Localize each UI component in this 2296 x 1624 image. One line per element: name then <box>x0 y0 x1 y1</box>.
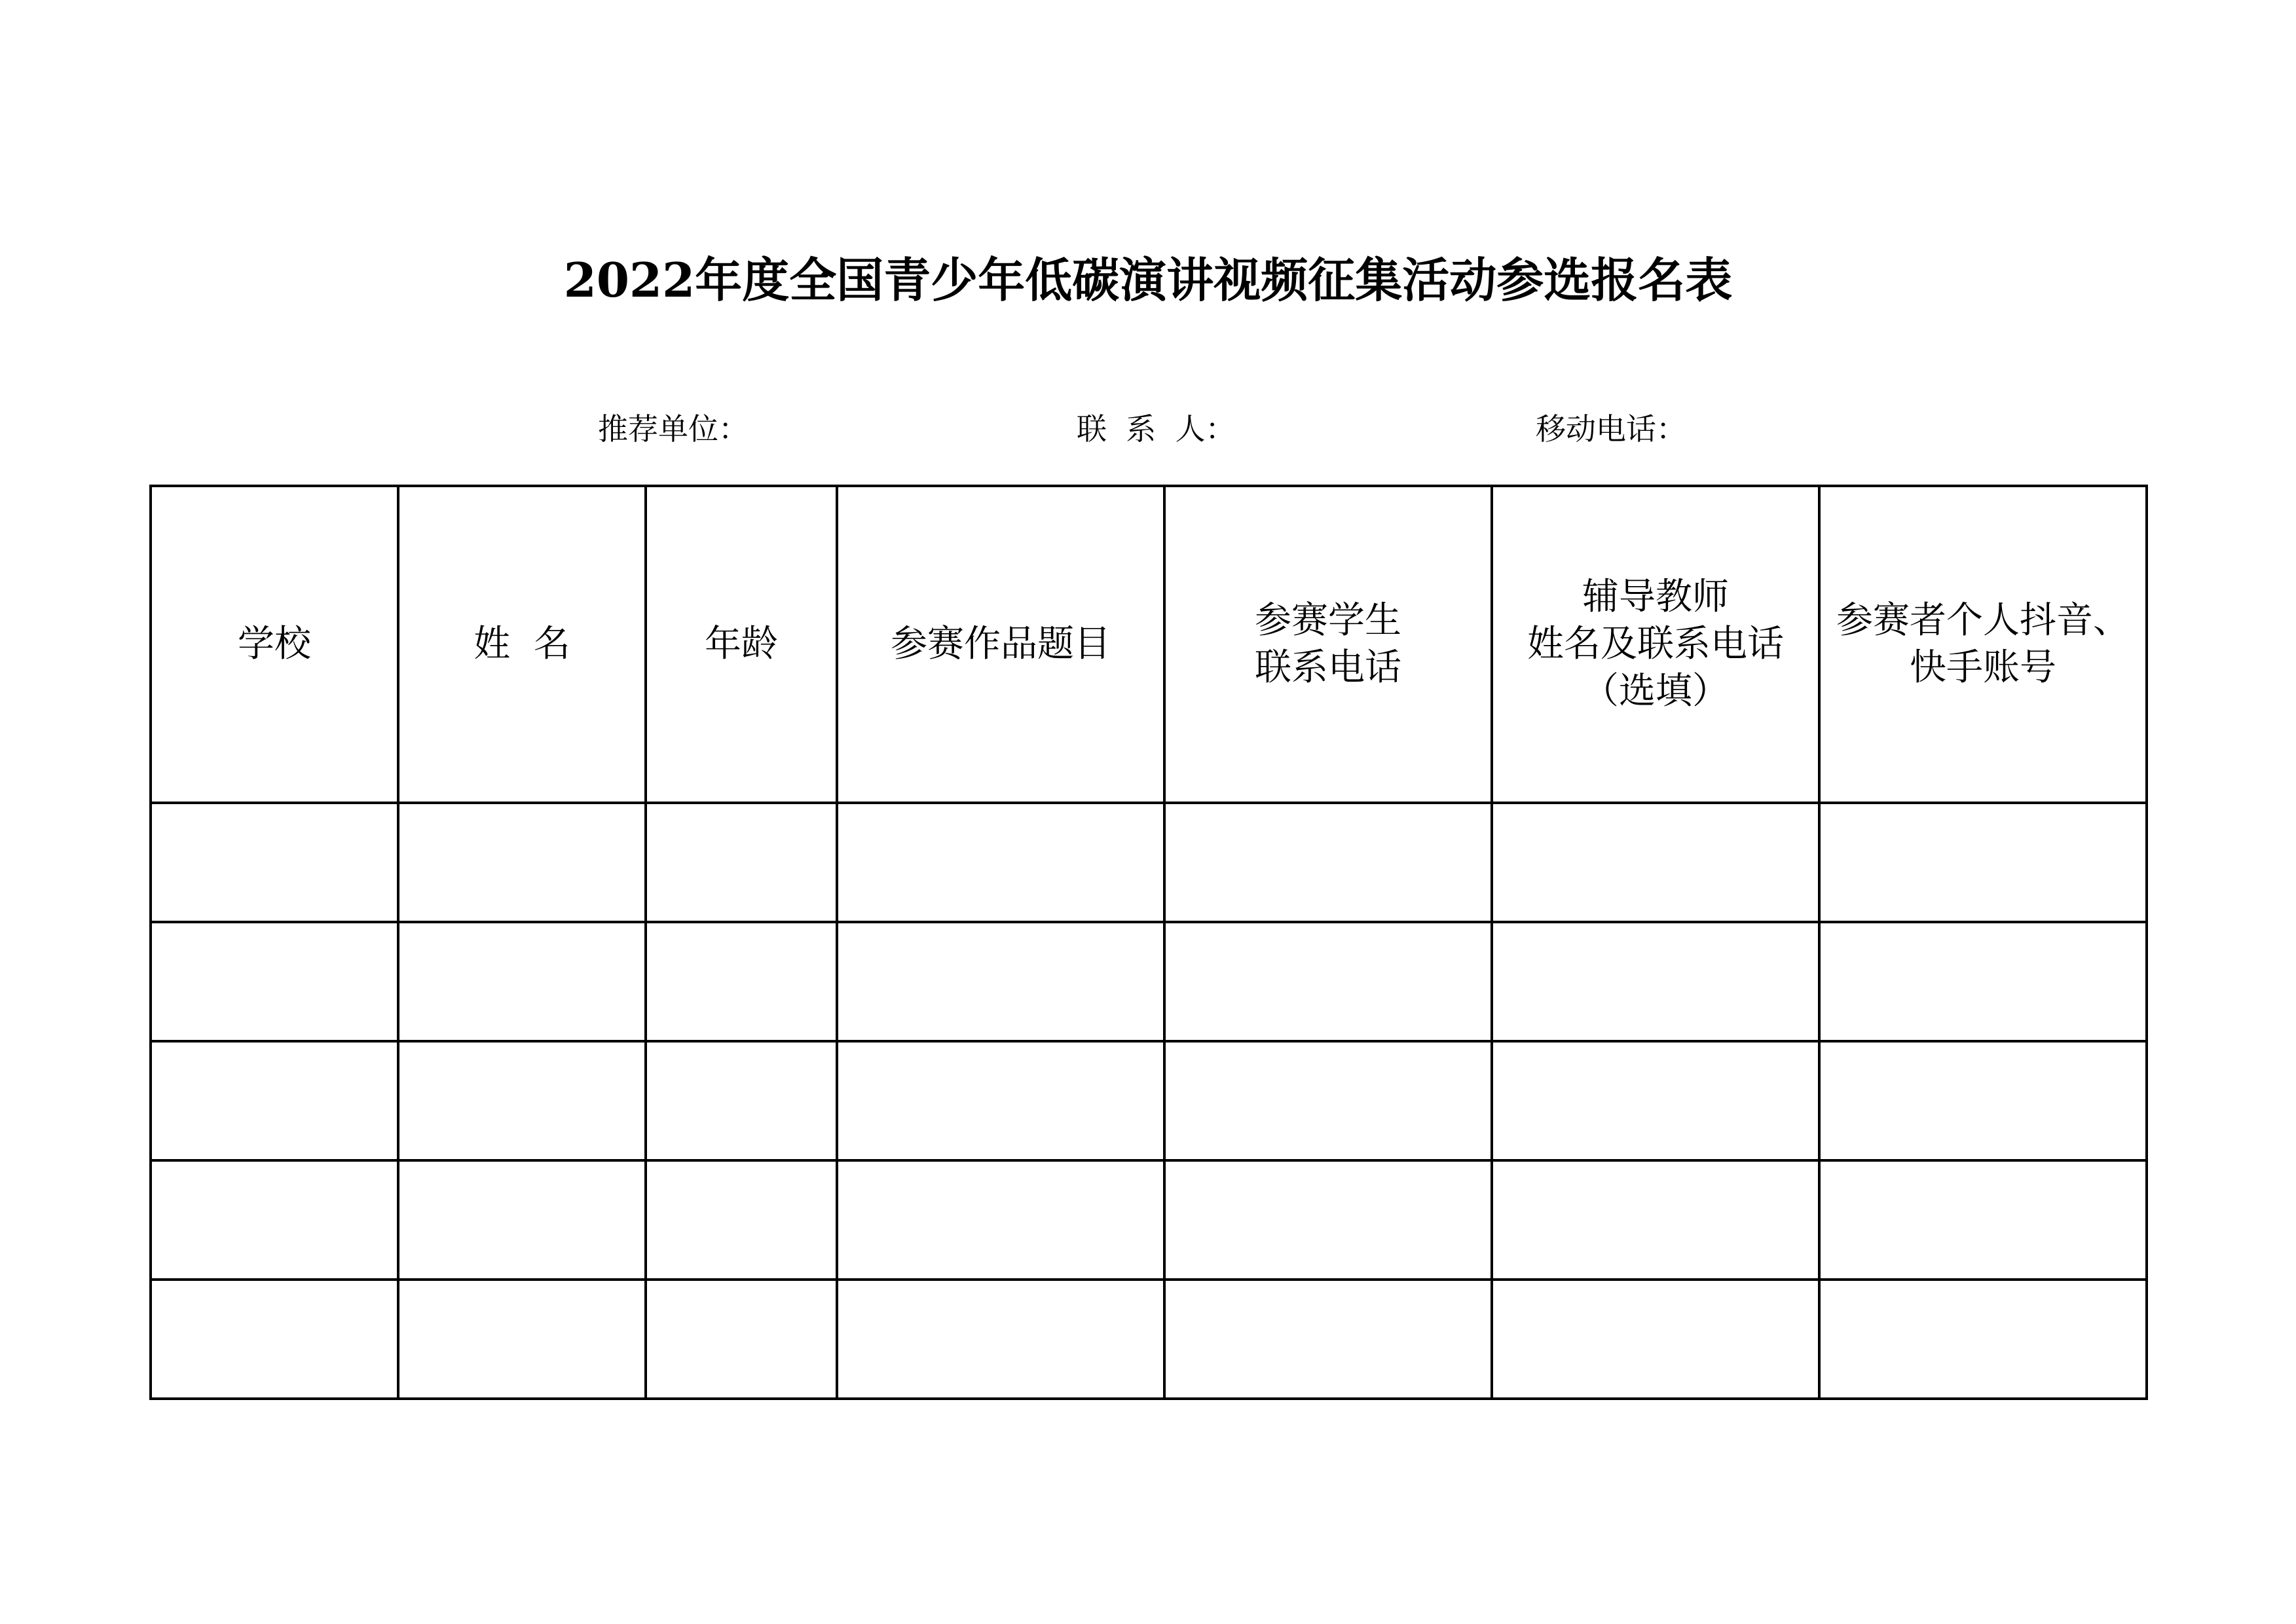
header-line: 姓 名 <box>473 623 570 665</box>
header-social-accounts <box>1819 486 2147 803</box>
table-cell[interactable] <box>646 803 837 922</box>
header-line: 参赛作品题目 <box>891 623 1111 665</box>
header-student-phone <box>1164 486 1492 803</box>
table-cell[interactable] <box>1819 1160 2147 1280</box>
table-cell[interactable] <box>646 922 837 1041</box>
header-line: （选填） <box>1582 670 1729 712</box>
table-cell[interactable] <box>151 1041 398 1160</box>
table-cell[interactable] <box>1164 1160 1492 1280</box>
table-cell[interactable] <box>1492 922 1819 1041</box>
table-cell[interactable] <box>1164 803 1492 922</box>
header-line: 快手账号 <box>1910 646 2056 689</box>
header-line: 参赛学生 <box>1255 599 1401 642</box>
table-cell[interactable] <box>837 1041 1164 1160</box>
recommending-unit-label: 推荐单位： <box>598 411 749 447</box>
header-line: 年龄 <box>705 623 778 665</box>
table-cell[interactable] <box>1819 803 2147 922</box>
table-cell[interactable] <box>1164 1041 1492 1160</box>
table-cell[interactable] <box>1164 1280 1492 1399</box>
table-cell[interactable] <box>646 1280 837 1399</box>
header-school <box>151 486 398 803</box>
table-cell[interactable] <box>398 803 646 922</box>
table-row <box>151 1280 2147 1399</box>
header-age <box>646 486 837 803</box>
table-row <box>151 1041 2147 1160</box>
table-cell[interactable] <box>1492 1041 1819 1160</box>
header-work-title <box>837 486 1164 803</box>
table-header-row <box>151 486 2147 803</box>
header-line: 辅导教师 <box>1582 576 1729 618</box>
header-line: 姓名及联系电话 <box>1527 623 1784 665</box>
table-cell[interactable] <box>837 922 1164 1041</box>
table-cell[interactable] <box>151 922 398 1041</box>
table-cell[interactable] <box>151 1160 398 1280</box>
table-cell[interactable] <box>398 1280 646 1399</box>
table-cell[interactable] <box>646 1160 837 1280</box>
mobile-phone-label: 移动电话： <box>1536 411 1686 447</box>
table-row <box>151 922 2147 1041</box>
table-cell[interactable] <box>1492 1160 1819 1280</box>
header-line: 联系电话 <box>1255 646 1401 689</box>
table-cell[interactable] <box>1819 1041 2147 1160</box>
header-line: 参赛者个人抖音、 <box>1836 599 2130 642</box>
table-cell[interactable] <box>1819 922 2147 1041</box>
table-cell[interactable] <box>646 1041 837 1160</box>
table-cell[interactable] <box>398 1160 646 1280</box>
table-cell[interactable] <box>151 803 398 922</box>
page-title: 2022年度全国青少年低碳演讲视频征集活动参选报名表 <box>563 252 1733 308</box>
table-row <box>151 803 2147 922</box>
table-cell[interactable] <box>398 922 646 1041</box>
table-cell[interactable] <box>1492 803 1819 922</box>
header-name <box>398 486 646 803</box>
header-line: 学校 <box>238 623 311 665</box>
table-cell[interactable] <box>837 1280 1164 1399</box>
table-row <box>151 1160 2147 1280</box>
table-cell[interactable] <box>1492 1280 1819 1399</box>
header-teacher-contact <box>1492 486 1819 803</box>
table-cell[interactable] <box>398 1041 646 1160</box>
contact-person-label: 联 系 人： <box>1077 411 1236 447</box>
table-cell[interactable] <box>151 1280 398 1399</box>
table-cell[interactable] <box>1819 1280 2147 1399</box>
table-cell[interactable] <box>837 803 1164 922</box>
registration-table <box>149 485 2148 1400</box>
table-cell[interactable] <box>837 1160 1164 1280</box>
table-cell[interactable] <box>1164 922 1492 1041</box>
